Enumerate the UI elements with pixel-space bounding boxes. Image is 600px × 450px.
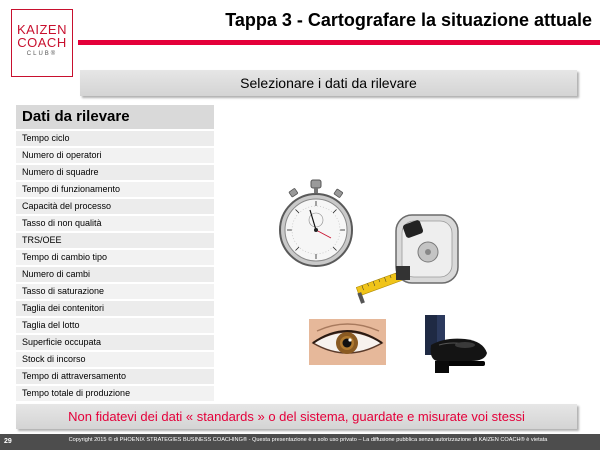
data-list [16,105,214,403]
kaizen-coach-logo [11,9,73,77]
logo-line-1: KAIZEN [17,22,67,37]
list-item: Stock di incorso [16,352,214,367]
tape-measure-icon [356,210,466,305]
list-item: Tasso di non qualità [16,216,214,231]
list-item: Tempo ciclo [16,131,214,146]
title-rule [78,40,600,45]
list-item: TRS/OEE [16,233,214,248]
footer [0,434,600,450]
copyright-text: Copyright 2015 © di PHOENIX STRATEGIES BUSINESS COACHING® - Questa presentazione è a solo uso privato – La diffusione pubblica senza autorizzazione di KAIZEN COACH® è vietata [68,437,548,443]
page-number: 29 [4,438,12,445]
data-list-header: Dati da rilevare [16,105,214,129]
list-item: Tempo di cambio tipo [16,250,214,265]
list-item: Numero di squadre [16,165,214,180]
bottom-message: Non fidatevi dei dati « standards » o del sistema, guardate e misurate voi stessi [16,404,577,429]
list-item: Tempo di funzionamento [16,182,214,197]
list-item: Tempo totale di produzione [16,386,214,401]
list-item: Taglia dei contenitori [16,301,214,316]
subtitle-bar: Selezionare i dati da rilevare [80,70,577,96]
list-item: Tempo di attraversamento [16,369,214,384]
logo-line-2: COACH [17,35,67,50]
list-item: Numero di cambi [16,267,214,282]
list-item: Numero di operatori [16,148,214,163]
logo-line-3: CLUB® [26,51,58,57]
list-item: Superficie occupata [16,335,214,350]
shoe-icon [425,315,490,373]
slide-title: Tappa 3 - Cartografare la situazione attuale [225,10,592,30]
stopwatch-icon [276,178,356,268]
list-item: Tasso di saturazione [16,284,214,299]
list-item: Capacità del processo [16,199,214,214]
list-item: Taglia del lotto [16,318,214,333]
data-list-rows [16,131,214,401]
eye-icon [309,319,386,365]
